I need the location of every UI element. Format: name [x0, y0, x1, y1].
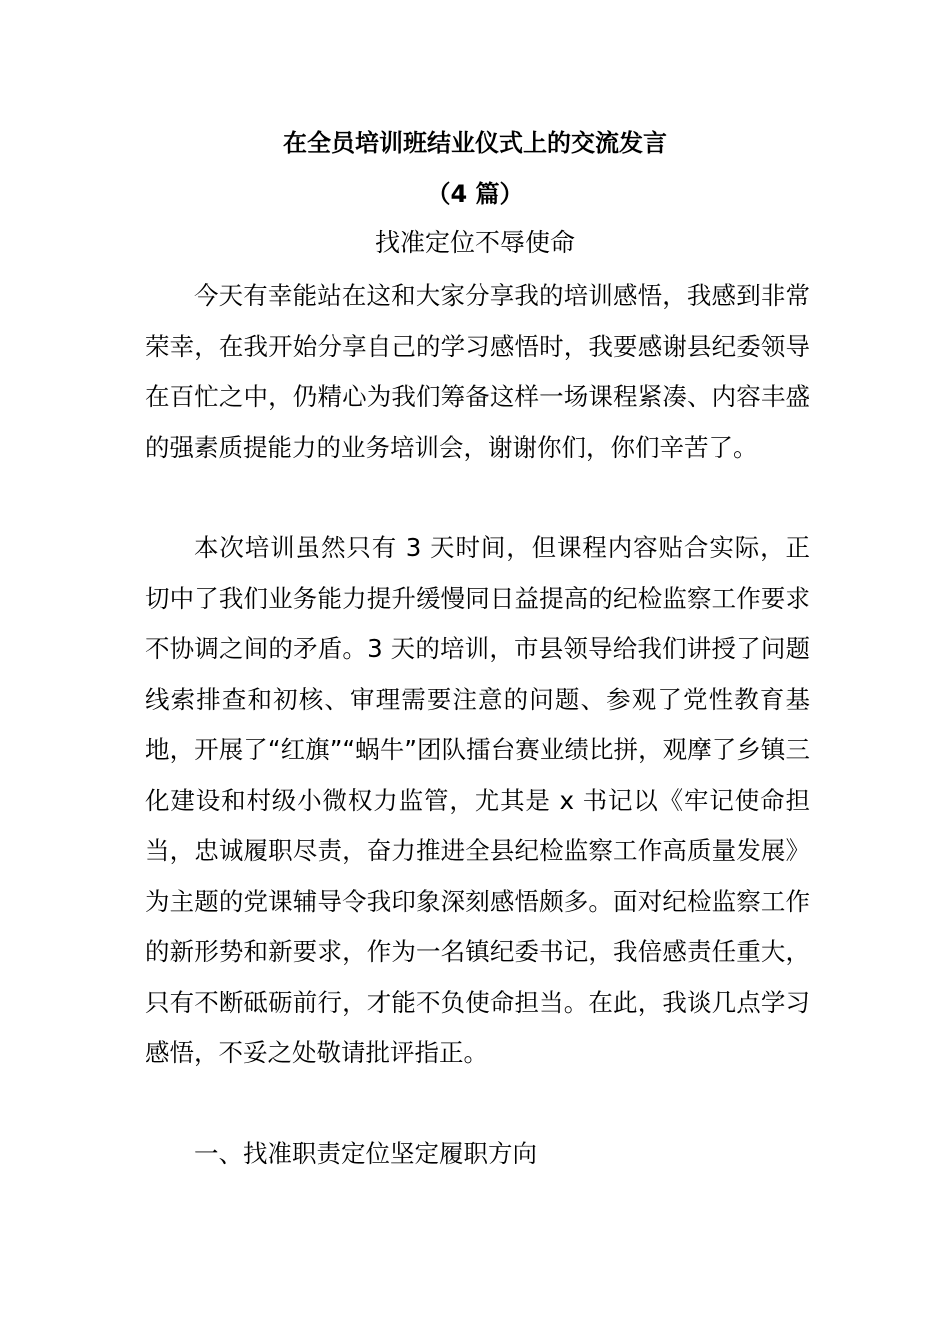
article-count-label: （4 篇） — [426, 180, 524, 208]
document-title: 在全员培训班结业仪式上的交流发言 — [283, 129, 667, 157]
body-paragraph-1: 今天有幸能站在这和大家分享我的培训感悟，我感到非常荣幸，在我开始分享自己的学习感悟时，我要感谢县纪委领导在百忙之中，仍精心为我们筹备这样一场课程紧凑、内容丰盛的强素质提能力的业务培训会，谢谢你们，你们辛苦了。 — [145, 281, 810, 462]
section-title: 找准定位不辱使命 — [374, 228, 575, 257]
body-paragraph-2: 本次培训虽然只有 3 天时间，但课程内容贴合实际，正切中了我们业务能力提升缓慢同日益提高的纪检监察工作要求不协调之间的矛盾。3 天的培训，市县领导给我们讲授了问题线索排查和初核、审理需要注意的问题、参观了党性教育基地，开展了“红旗”“蜗牛”团队擂台赛业绩比拼，观摩了乡镇三化建设和村级小微权力监管，尤其是 x 书记以《牢记使命担当，忠诚履职尽责，奋力推进全县纪检监察工作高质量发展》为主题的党课辅导令我印象深刻感悟颇多。面对纪检监察工作的新形势和新要求，作为一名镇纪委书记，我倍感责任重大，只有不断砥砺前行，才能不负使命担当。在此，我谈几点学习感悟，不妥之处敬请批评指正。 — [145, 533, 810, 1067]
section-heading-1: 一、找准职责定位坚定履职方向 — [194, 1139, 537, 1168]
